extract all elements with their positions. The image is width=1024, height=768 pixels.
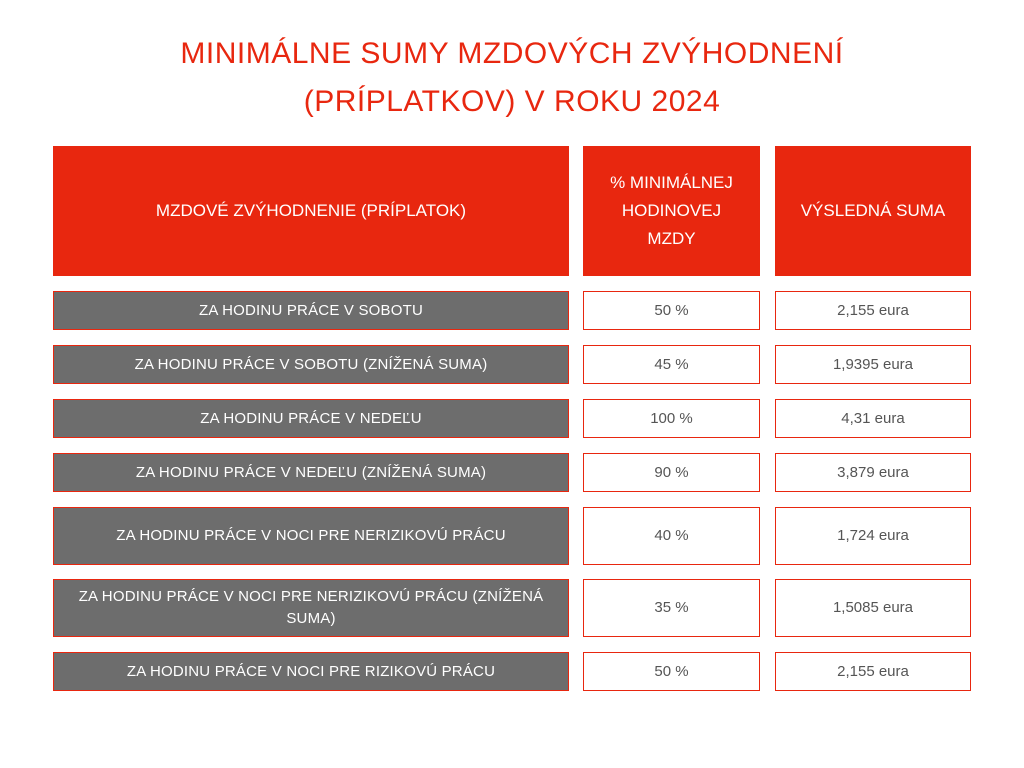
row-percent: 35 %	[583, 579, 760, 637]
header-resulting-amount: VÝSLEDNÁ SUMA	[775, 146, 971, 276]
title-line-2: (PRÍPLATKOV) V ROKU 2024	[303, 85, 721, 118]
table-row	[0, 507, 1024, 565]
row-percent: 50 %	[583, 652, 760, 691]
table-row	[0, 453, 1024, 492]
row-amount: 4,31 eura	[775, 399, 971, 438]
row-percent: 100 %	[583, 399, 760, 438]
header-percent-min-wage: % MINIMÁLNEJ HODINOVEJ MZDY	[583, 146, 760, 276]
table-row	[0, 579, 1024, 637]
row-label: ZA HODINU PRÁCE V NEDEĽU (ZNÍŽENÁ SUMA)	[53, 453, 569, 492]
row-label: ZA HODINU PRÁCE V SOBOTU	[53, 291, 569, 330]
row-label: ZA HODINU PRÁCE V SOBOTU (ZNÍŽENÁ SUMA)	[53, 345, 569, 384]
row-label: ZA HODINU PRÁCE V NOCI PRE NERIZIKOVÚ PRÁCU	[53, 507, 569, 565]
row-percent: 40 %	[583, 507, 760, 565]
table-row	[0, 652, 1024, 691]
row-label: ZA HODINU PRÁCE V NOCI PRE NERIZIKOVÚ PRÁCU (ZNÍŽENÁ SUMA)	[53, 579, 569, 637]
table-row	[0, 399, 1024, 438]
row-percent: 90 %	[583, 453, 760, 492]
row-label: ZA HODINU PRÁCE V NOCI PRE RIZIKOVÚ PRÁCU	[53, 652, 569, 691]
row-percent: 50 %	[583, 291, 760, 330]
header-surcharge-type: MZDOVÉ ZVÝHODNENIE (PRÍPLATOK)	[53, 146, 569, 276]
row-amount: 1,5085 eura	[775, 579, 971, 637]
row-label: ZA HODINU PRÁCE V NEDEĽU	[53, 399, 569, 438]
row-amount: 2,155 eura	[775, 652, 971, 691]
row-amount: 1,724 eura	[775, 507, 971, 565]
page-title	[0, 30, 1024, 126]
table-row	[0, 291, 1024, 330]
table-row	[0, 345, 1024, 384]
row-amount: 3,879 eura	[775, 453, 971, 492]
title-line-1: MINIMÁLNE SUMY MZDOVÝCH ZVÝHODNENÍ	[180, 37, 844, 70]
row-amount: 1,9395 eura	[775, 345, 971, 384]
row-percent: 45 %	[583, 345, 760, 384]
row-amount: 2,155 eura	[775, 291, 971, 330]
